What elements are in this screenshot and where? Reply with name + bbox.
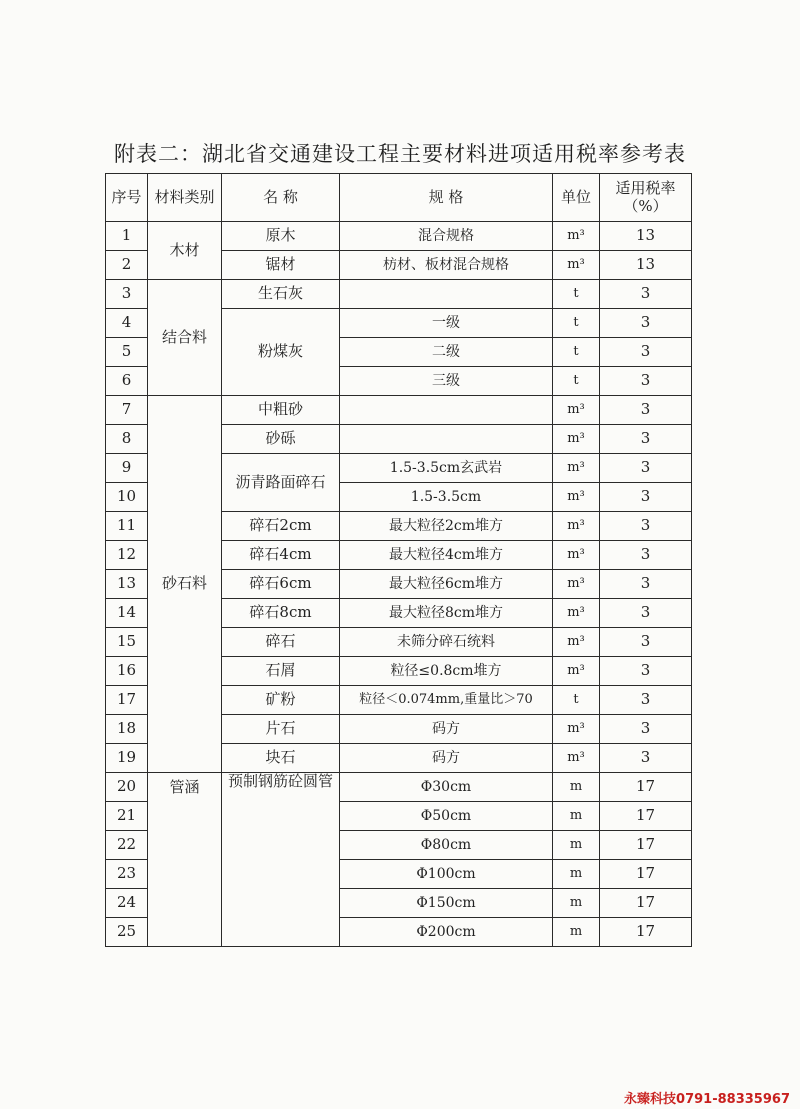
category-cell: 砂石料 bbox=[148, 396, 222, 773]
tax-rate: 3 bbox=[600, 454, 692, 483]
tax-rate: 3 bbox=[600, 280, 692, 309]
tax-rate: 3 bbox=[600, 686, 692, 715]
tax-rate: 17 bbox=[600, 802, 692, 831]
row-no: 5 bbox=[106, 338, 148, 367]
row-no: 2 bbox=[106, 251, 148, 280]
material-unit: m³ bbox=[553, 222, 600, 251]
material-spec: 三级 bbox=[340, 367, 553, 396]
tax-rate: 3 bbox=[600, 483, 692, 512]
material-unit: m³ bbox=[553, 599, 600, 628]
tax-rate: 17 bbox=[600, 918, 692, 947]
material-unit: m³ bbox=[553, 541, 600, 570]
material-unit: m³ bbox=[553, 715, 600, 744]
material-unit: m bbox=[553, 918, 600, 947]
material-unit: m³ bbox=[553, 396, 600, 425]
material-spec: 1.5-3.5cm玄武岩 bbox=[340, 454, 553, 483]
material-unit: t bbox=[553, 280, 600, 309]
tax-rate: 3 bbox=[600, 512, 692, 541]
tax-rate: 3 bbox=[600, 396, 692, 425]
material-name: 碎石8cm bbox=[222, 599, 340, 628]
material-spec: Φ200cm bbox=[340, 918, 553, 947]
material-name: 原木 bbox=[222, 222, 340, 251]
material-unit: m³ bbox=[553, 744, 600, 773]
header-unit: 单位 bbox=[553, 174, 600, 222]
material-name: 碎石6cm bbox=[222, 570, 340, 599]
row-no: 12 bbox=[106, 541, 148, 570]
material-unit: m bbox=[553, 889, 600, 918]
row-no: 25 bbox=[106, 918, 148, 947]
material-unit: t bbox=[553, 309, 600, 338]
row-no: 4 bbox=[106, 309, 148, 338]
category-cell: 结合料 bbox=[148, 280, 222, 396]
material-spec: 未筛分碎石统料 bbox=[340, 628, 553, 657]
tax-rate-table bbox=[105, 173, 692, 947]
table-header-row bbox=[106, 174, 692, 222]
tax-rate: 3 bbox=[600, 367, 692, 396]
material-unit: t bbox=[553, 338, 600, 367]
material-spec bbox=[340, 396, 553, 425]
row-no: 14 bbox=[106, 599, 148, 628]
material-unit: m³ bbox=[553, 512, 600, 541]
row-no: 23 bbox=[106, 860, 148, 889]
material-spec: Φ150cm bbox=[340, 889, 553, 918]
table-row bbox=[106, 773, 692, 802]
header-rate: 适用税率（%） bbox=[600, 174, 692, 222]
material-unit: m³ bbox=[553, 454, 600, 483]
material-name: 矿粉 bbox=[222, 686, 340, 715]
row-no: 21 bbox=[106, 802, 148, 831]
tax-rate: 3 bbox=[600, 570, 692, 599]
material-name: 碎石2cm bbox=[222, 512, 340, 541]
footer-contact: 永臻科技0791-88335967 bbox=[624, 1092, 790, 1107]
row-no: 22 bbox=[106, 831, 148, 860]
material-unit: m bbox=[553, 860, 600, 889]
material-name: 石屑 bbox=[222, 657, 340, 686]
material-spec: 最大粒径6cm堆方 bbox=[340, 570, 553, 599]
material-unit: m³ bbox=[553, 251, 600, 280]
material-spec: 最大粒径4cm堆方 bbox=[340, 541, 553, 570]
row-no: 19 bbox=[106, 744, 148, 773]
material-name: 粉煤灰 bbox=[222, 309, 340, 396]
material-spec: 粒径≤0.8cm堆方 bbox=[340, 657, 553, 686]
material-unit: m³ bbox=[553, 483, 600, 512]
material-spec: Φ30cm bbox=[340, 773, 553, 802]
material-name: 生石灰 bbox=[222, 280, 340, 309]
material-spec: Φ80cm bbox=[340, 831, 553, 860]
material-spec: 粒径＜0.074mm,重量比＞70 bbox=[340, 686, 553, 715]
material-unit: m bbox=[553, 831, 600, 860]
tax-rate: 3 bbox=[600, 744, 692, 773]
tax-rate: 3 bbox=[600, 338, 692, 367]
row-no: 10 bbox=[106, 483, 148, 512]
row-no: 20 bbox=[106, 773, 148, 802]
row-no: 9 bbox=[106, 454, 148, 483]
tax-rate: 3 bbox=[600, 628, 692, 657]
material-unit: m bbox=[553, 773, 600, 802]
row-no: 7 bbox=[106, 396, 148, 425]
material-name: 预制钢筋砼圆管 bbox=[222, 773, 340, 947]
tax-rate: 3 bbox=[600, 715, 692, 744]
material-name: 碎石4cm bbox=[222, 541, 340, 570]
category-cell: 木材 bbox=[148, 222, 222, 280]
material-unit: m³ bbox=[553, 628, 600, 657]
material-spec: 二级 bbox=[340, 338, 553, 367]
tax-rate: 13 bbox=[600, 222, 692, 251]
material-spec: 枋材、板材混合规格 bbox=[340, 251, 553, 280]
material-spec: 1.5-3.5cm bbox=[340, 483, 553, 512]
row-no: 18 bbox=[106, 715, 148, 744]
tax-rate: 17 bbox=[600, 773, 692, 802]
row-no: 11 bbox=[106, 512, 148, 541]
header-no: 序号 bbox=[106, 174, 148, 222]
row-no: 6 bbox=[106, 367, 148, 396]
material-name: 碎石 bbox=[222, 628, 340, 657]
material-name: 块石 bbox=[222, 744, 340, 773]
row-no: 24 bbox=[106, 889, 148, 918]
row-no: 16 bbox=[106, 657, 148, 686]
material-name: 片石 bbox=[222, 715, 340, 744]
tax-rate: 17 bbox=[600, 831, 692, 860]
category-cell: 管涵 bbox=[148, 773, 222, 947]
tax-rate: 3 bbox=[600, 599, 692, 628]
material-unit: t bbox=[553, 686, 600, 715]
material-spec: 混合规格 bbox=[340, 222, 553, 251]
material-spec: Φ50cm bbox=[340, 802, 553, 831]
row-no: 15 bbox=[106, 628, 148, 657]
header-category: 材料类别 bbox=[148, 174, 222, 222]
row-no: 1 bbox=[106, 222, 148, 251]
material-spec: Φ100cm bbox=[340, 860, 553, 889]
row-no: 13 bbox=[106, 570, 148, 599]
material-spec bbox=[340, 280, 553, 309]
table-row bbox=[106, 222, 692, 251]
material-unit: m³ bbox=[553, 657, 600, 686]
tax-rate: 3 bbox=[600, 657, 692, 686]
header-spec: 规 格 bbox=[340, 174, 553, 222]
tax-rate: 17 bbox=[600, 860, 692, 889]
tax-rate: 3 bbox=[600, 309, 692, 338]
table-row bbox=[106, 396, 692, 425]
header-name: 名 称 bbox=[222, 174, 340, 222]
tax-rate: 3 bbox=[600, 425, 692, 454]
material-spec bbox=[340, 425, 553, 454]
material-spec: 一级 bbox=[340, 309, 553, 338]
material-unit: m³ bbox=[553, 570, 600, 599]
row-no: 17 bbox=[106, 686, 148, 715]
material-spec: 最大粒径2cm堆方 bbox=[340, 512, 553, 541]
material-name: 中粗砂 bbox=[222, 396, 340, 425]
tax-rate: 3 bbox=[600, 541, 692, 570]
material-unit: m bbox=[553, 802, 600, 831]
row-no: 8 bbox=[106, 425, 148, 454]
table-row bbox=[106, 280, 692, 309]
material-spec: 最大粒径8cm堆方 bbox=[340, 599, 553, 628]
page-title: 附表二：湖北省交通建设工程主要材料进项适用税率参考表 bbox=[114, 142, 686, 166]
material-unit: t bbox=[553, 367, 600, 396]
material-spec: 码方 bbox=[340, 715, 553, 744]
row-no: 3 bbox=[106, 280, 148, 309]
material-name: 沥青路面碎石 bbox=[222, 454, 340, 512]
material-spec: 码方 bbox=[340, 744, 553, 773]
material-name: 锯材 bbox=[222, 251, 340, 280]
tax-rate: 13 bbox=[600, 251, 692, 280]
material-unit: m³ bbox=[553, 425, 600, 454]
material-name: 砂砾 bbox=[222, 425, 340, 454]
tax-rate: 17 bbox=[600, 889, 692, 918]
